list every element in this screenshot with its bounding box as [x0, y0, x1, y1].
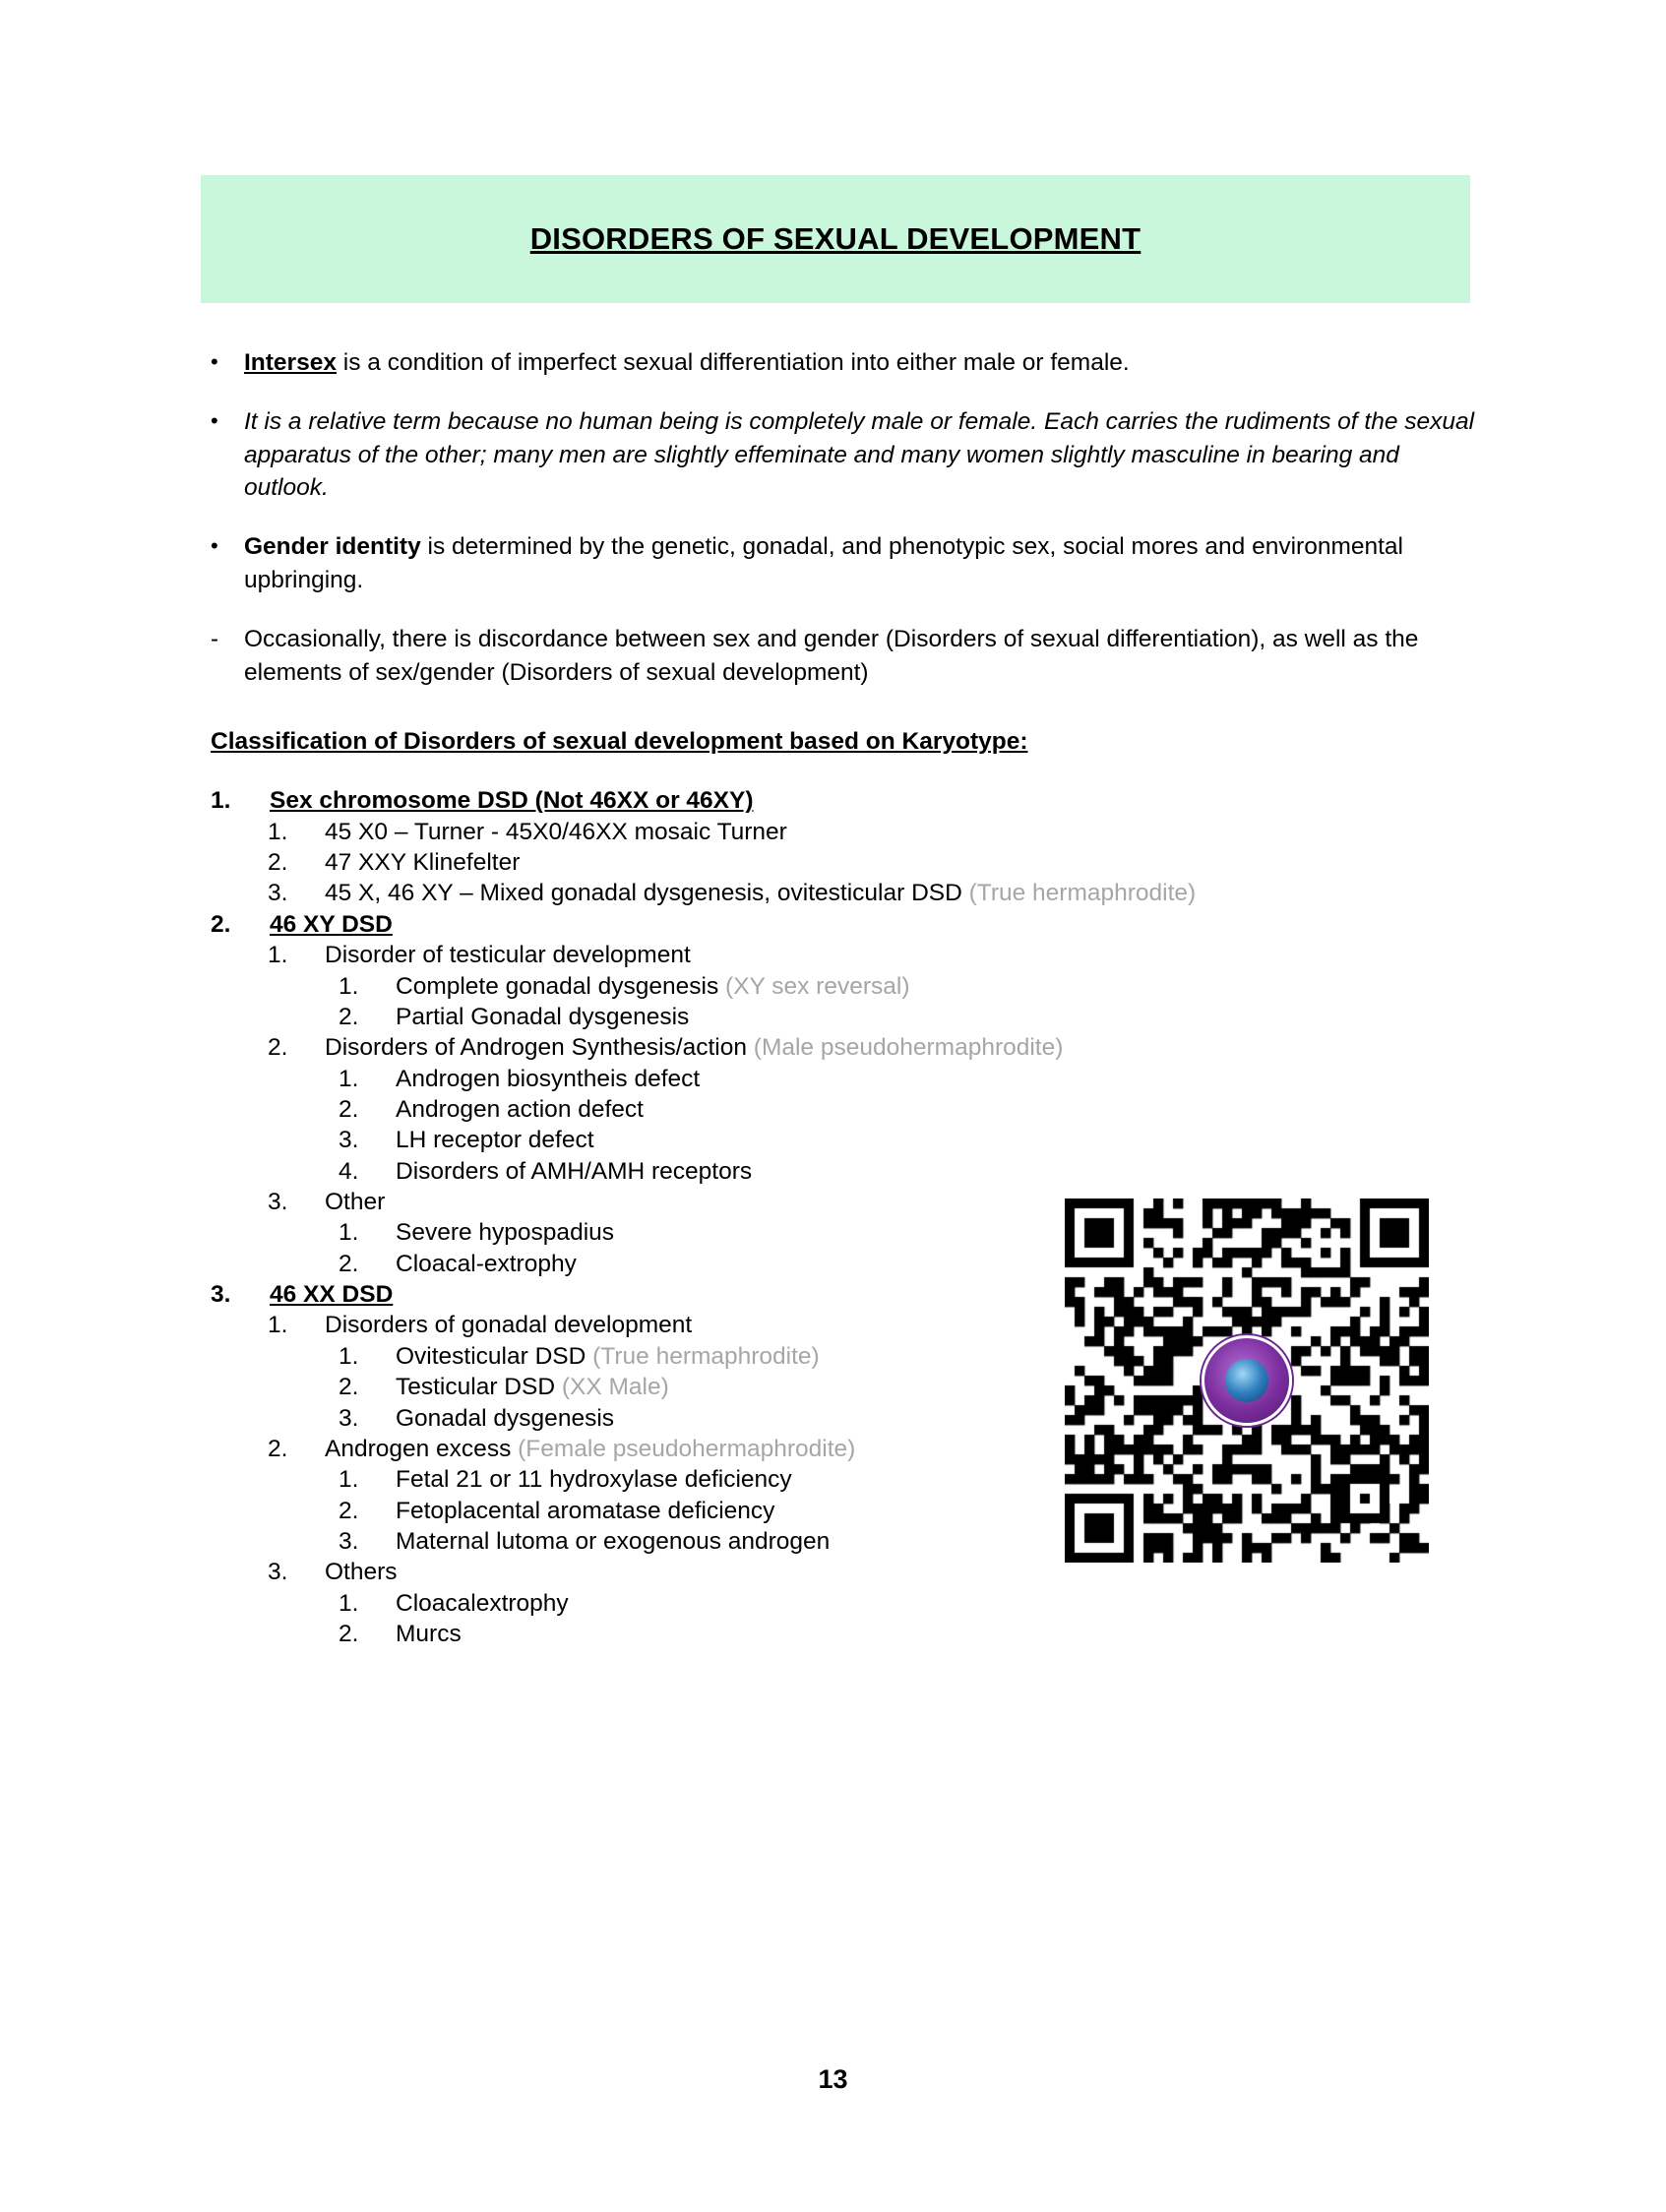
outline-level3-note: (XY sex reversal) — [725, 972, 910, 1000]
outline-level3-text: Murcs — [396, 1621, 462, 1648]
bullet-marker: • — [211, 533, 218, 559]
page-title: DISORDERS OF SEXUAL DEVELOPMENT — [529, 221, 1142, 256]
outline-level3-body — [396, 1496, 774, 1526]
outline-level3-body — [396, 1217, 614, 1248]
bullet-body-text: is a condition of imperfect sexual differentiation into either male or female. — [336, 349, 1130, 376]
outline-level2-text: Other — [325, 1189, 386, 1216]
outline-level3-number: 2. — [339, 1003, 359, 1030]
outline-level3-number: 3. — [339, 1528, 359, 1555]
outline-level3-number: 1. — [339, 1589, 359, 1617]
bullet-text — [244, 623, 1476, 690]
bullet-text — [244, 346, 1476, 380]
outline-level2-number: 1. — [268, 1312, 288, 1339]
outline-level3-body — [396, 971, 909, 1002]
outline-level2-text: Disorders of gonadal development — [325, 1312, 693, 1339]
outline-level3-text: Gonadal dysgenesis — [396, 1404, 615, 1432]
outline-level3-item — [339, 1588, 1476, 1619]
bullet-marker: • — [211, 407, 218, 433]
outline-level1-label: 46 XX DSD — [270, 1281, 394, 1309]
bullet-marker: • — [211, 349, 218, 374]
outline-level2-body — [325, 1434, 855, 1464]
outline-level1-number: 3. — [211, 1281, 231, 1309]
outline-level3-text: Complete gonadal dysgenesis — [396, 972, 726, 1000]
outline-level2-body — [325, 940, 691, 970]
outline-level3-body — [396, 1526, 830, 1557]
outline-level2-number: 3. — [268, 880, 288, 907]
bullet-text — [244, 530, 1476, 597]
outline-level3-text: Testicular DSD — [396, 1374, 562, 1401]
outline-level3-body — [396, 1341, 820, 1372]
outline-level2-item — [268, 817, 1476, 847]
outline-level3-text: LH receptor defect — [396, 1127, 594, 1154]
outline-level3-text: Fetal 21 or 11 hydroxylase deficiency — [396, 1466, 792, 1494]
outline-level1-label: Sex chromosome DSD (Not 46XX or 46XY) — [270, 787, 754, 815]
page-number: 13 — [818, 2064, 848, 2094]
outline-level3-number: 3. — [339, 1127, 359, 1154]
outline-level1-number: 2. — [211, 910, 231, 938]
outline-level2-text: Androgen excess — [325, 1435, 519, 1462]
outline-level3-number: 1. — [339, 1466, 359, 1494]
outline-level2-note: (Male pseudohermaphrodite) — [753, 1034, 1064, 1062]
outline-level3-body — [396, 1094, 644, 1125]
outline-level3-body — [396, 1156, 752, 1187]
outline-level3-note: (True hermaphrodite) — [592, 1342, 820, 1370]
outline-level3-number: 2. — [339, 1621, 359, 1648]
outline-level1-item — [211, 785, 1476, 816]
globe-icon — [1225, 1359, 1268, 1402]
outline-level2-number: 3. — [268, 1559, 288, 1586]
outline-level3-body — [396, 1064, 700, 1094]
outline-level3-number: 2. — [339, 1497, 359, 1524]
bullet-item — [211, 346, 1476, 380]
classification-heading: Classification of Disorders of sexual development based on Karyotype: — [211, 728, 1028, 756]
outline-level3-text: Cloacal-extrophy — [396, 1250, 577, 1277]
outline-level3-number: 1. — [339, 1219, 359, 1247]
outline-level3-number: 2. — [339, 1250, 359, 1277]
outline-level2-number: 3. — [268, 1189, 288, 1216]
outline-level3-item — [339, 1064, 1476, 1094]
outline-level2-body — [325, 1032, 1063, 1063]
outline-level3-item — [339, 971, 1476, 1002]
outline-level2-text: 45 X, 46 XY – Mixed gonadal dysgenesis, ovitesticular DSD — [325, 880, 969, 907]
outline-level2-body — [325, 847, 520, 878]
bullet-body-text: is determined by the genetic, gonadal, and phenotypic sex, social mores and environmental upbringing. — [244, 533, 1403, 593]
outline-level2-item — [268, 1032, 1476, 1063]
outline-level2-item — [268, 847, 1476, 878]
outline-level3-item — [339, 1125, 1476, 1155]
outline-level2-text: Disorder of testicular development — [325, 942, 691, 969]
outline-level3-item — [339, 1156, 1476, 1187]
outline-level2-number: 1. — [268, 942, 288, 969]
bullet-body-text: It is a relative term because no human being is completely male or female. Each carries the rudiments of the sexual apparatus of the other; many men are slightly effeminate and many women slightly masculine in bearing and outlook. — [244, 407, 1475, 502]
outline-level3-number: 4. — [339, 1157, 359, 1185]
outline-level2-note: (True hermaphrodite) — [968, 880, 1197, 907]
outline-level2-body — [325, 878, 1196, 908]
bullet-text — [244, 405, 1476, 505]
outline-level2-body — [325, 1187, 385, 1217]
outline-level3-item — [339, 1094, 1476, 1125]
outline-level1-number: 1. — [211, 787, 231, 815]
qr-code-image — [1065, 1198, 1429, 1563]
bullet-item — [211, 623, 1476, 690]
outline-level2-item — [268, 878, 1476, 908]
outline-level2-number: 2. — [268, 1435, 288, 1462]
outline-level3-text: Partial Gonadal dysgenesis — [396, 1003, 690, 1030]
outline-level2-text: Others — [325, 1559, 398, 1586]
outline-level2-text: 45 X0 – Turner - 45X0/46XX mosaic Turner — [325, 818, 787, 845]
outline-level3-text: Ovitesticular DSD — [396, 1342, 593, 1370]
outline-level3-item — [339, 1619, 1476, 1649]
outline-level3-body — [396, 1403, 614, 1434]
outline-level3-number: 1. — [339, 1342, 359, 1370]
outline-level3-body — [396, 1588, 569, 1619]
outline-level3-body — [396, 1249, 577, 1279]
outline-level1-item — [211, 909, 1476, 940]
outline-level3-text: Androgen biosyntheis defect — [396, 1065, 701, 1092]
outline-level3-text: Fetoplacental aromatase deficiency — [396, 1497, 775, 1524]
bullet-lead-term: Gender identity — [244, 533, 421, 561]
outline-level2-body — [325, 817, 787, 847]
bullet-item — [211, 405, 1476, 505]
outline-level3-note: (XX Male) — [561, 1374, 669, 1401]
outline-level3-body — [396, 1619, 462, 1649]
bullet-body-text: Occasionally, there is discordance between sex and gender (Disorders of sexual differentiation), as well as the elements of sex/gender (Disorders of sexual development) — [244, 625, 1419, 686]
outline-level3-body — [396, 1372, 669, 1402]
outline-level3-number: 2. — [339, 1095, 359, 1123]
outline-level3-item — [339, 1002, 1476, 1032]
outline-level3-text: Androgen action defect — [396, 1095, 644, 1123]
outline-level2-body — [325, 1557, 398, 1587]
outline-level1-label: 46 XY DSD — [270, 910, 393, 938]
outline-level3-number: 1. — [339, 972, 359, 1000]
outline-level2-text: Disorders of Androgen Synthesis/action — [325, 1034, 754, 1062]
outline-level3-number: 2. — [339, 1374, 359, 1401]
outline-level3-body — [396, 1464, 792, 1495]
outline-level2-number: 1. — [268, 818, 288, 845]
outline-level2-body — [325, 1310, 692, 1340]
outline-level3-number: 1. — [339, 1065, 359, 1092]
outline-level2-number: 2. — [268, 849, 288, 877]
bullet-item — [211, 530, 1476, 597]
title-banner — [201, 175, 1470, 303]
outline-level3-text: Severe hypospadius — [396, 1219, 615, 1247]
outline-level3-body — [396, 1002, 689, 1032]
intro-bullet-list — [197, 346, 1476, 689]
outline-level3-text: Cloacalextrophy — [396, 1589, 569, 1617]
bullet-marker: - — [211, 625, 218, 652]
outline-level3-text: Disorders of AMH/AMH receptors — [396, 1157, 753, 1185]
outline-level2-note: (Female pseudohermaphrodite) — [518, 1435, 856, 1462]
outline-level3-text: Maternal lutoma or exogenous androgen — [396, 1528, 831, 1555]
outline-level2-number: 2. — [268, 1034, 288, 1062]
qr-center-logo-icon — [1202, 1335, 1292, 1426]
outline-level3-number: 3. — [339, 1404, 359, 1432]
outline-level2-item — [268, 940, 1476, 970]
outline-level2-text: 47 XXY Klinefelter — [325, 849, 521, 877]
qr-code-block — [1065, 1198, 1429, 1563]
outline-level3-body — [396, 1125, 594, 1155]
bullet-lead-term: Intersex — [244, 349, 337, 376]
